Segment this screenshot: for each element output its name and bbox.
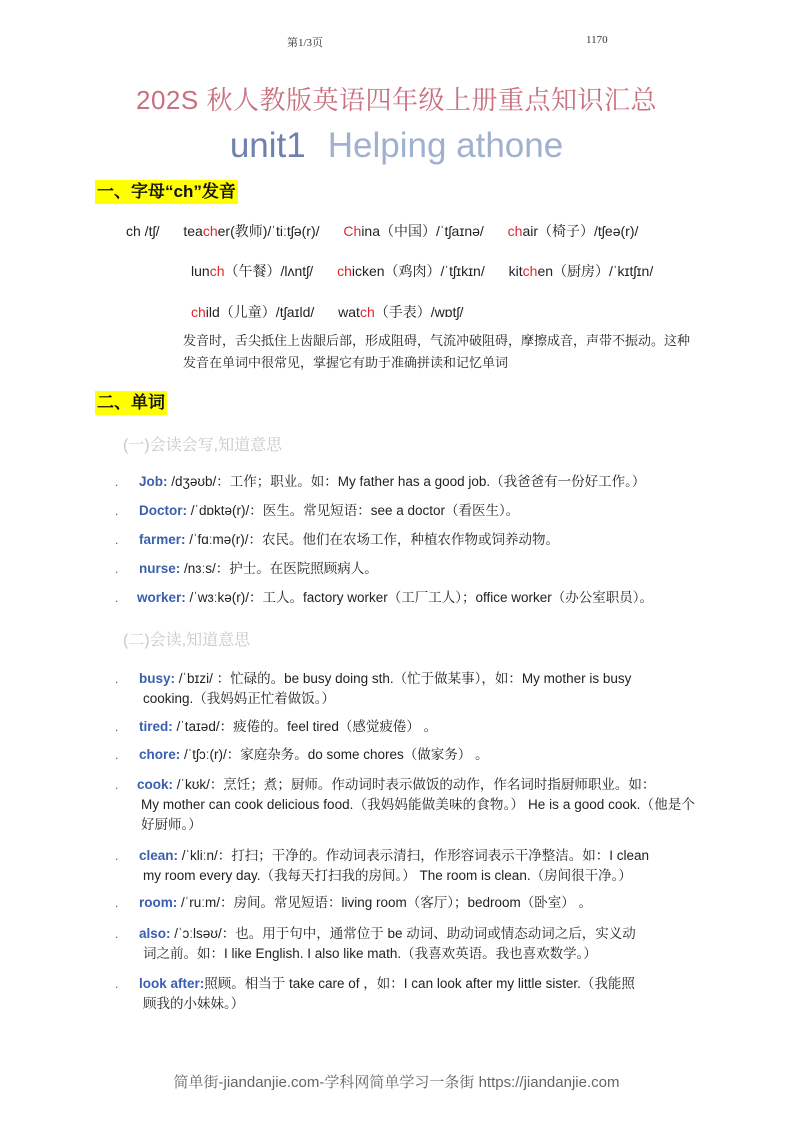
phonics-item: child（儿童）/tʃaɪld/ <box>191 304 315 320</box>
vocab-item-farmer: . farmer: /ˈfɑːmə(r)/：农民。他们在农场工作，种植农作物或饲养动物。 <box>115 532 560 547</box>
phonics-item: kitchen（厨房）/ˈkɪtʃɪn/ <box>508 263 654 279</box>
vocab-word: room: <box>139 895 178 910</box>
vocab-item-room: . room: /ˈruːm/：房间。常见短语：living room（客厅）；bedroom（卧室） 。 <box>115 895 593 910</box>
document-title: 202S 秋人教版英语四年级上册重点知识汇总 <box>136 85 657 115</box>
vocab-item-cook: . cook: /ˈkʊk/：烹饪；煮；厨师。作动词时表示做饭的动作，作名词时指厨师职业。如： My mother can cook delicious food.（我妈妈能做美味的食物。） He is a good cook.（他是个好厨师。） <box>115 777 695 832</box>
vocab-word: cook: <box>137 777 174 792</box>
phonics-row-3 <box>191 302 483 322</box>
unit-name: Helping athone <box>327 126 564 165</box>
phonics-item: teacher(教师)/ˈtiːtʃə(r)/ <box>183 223 320 239</box>
vocab-word: nurse: <box>139 561 181 576</box>
subsection-heading-read-write: (一)会读会写,知道意思 <box>123 437 283 454</box>
page-header <box>0 34 793 50</box>
vocab-item-nurse: . nurse: /nɜːs/：护士。在医院照顾病人。 <box>115 561 378 576</box>
phonics-item: lunch（午餐）/lʌntʃ/ <box>191 263 314 279</box>
vocab-item-clean: . clean: /ˈkliːn/：打扫；干净的。作动词表示清扫，作形容词表示干净整洁。如：I clean my room every day.（我每天打扫我的房间。） The room is clean.（房间很干净。） <box>115 848 650 883</box>
vocab-item-busy: . busy: /ˈbɪzi/ ：忙碌的。be busy doing sth.（忙于做某事），如：My mother is busy cooking.（我妈妈正忙着做饭。） <box>115 671 632 706</box>
phonics-item: ch /tʃ/ <box>126 223 160 239</box>
subsection-heading-read: (二)会读,知道意思 <box>123 632 251 649</box>
phonics-item: chair（椅子）/tʃeə(r)/ <box>507 223 639 239</box>
vocab-word: clean: <box>139 848 179 863</box>
unit-title <box>0 126 793 166</box>
vocab-word: Job: <box>139 474 168 489</box>
unit-number: unit1 <box>229 126 306 165</box>
vocab-word: worker: <box>137 590 186 605</box>
pronunciation-explanation: 发音时，舌尖抵住上齿龈后部，形成阻碍，气流冲破阻碍，摩擦成音，声带不振动。这种发音在单词中很常见，掌握它有助于准确拼读和记忆单词 <box>183 334 691 371</box>
vocab-word: chore: <box>139 747 181 762</box>
page-number: 第1/3页 <box>287 37 324 49</box>
vocab-word: also: <box>139 926 171 941</box>
document-id: 1170 <box>586 34 608 46</box>
vocab-item-chore: . chore: /ˈtʃɔː(r)/：家庭杂务。do some chores（做家务） 。 <box>115 747 489 762</box>
vocab-word: farmer: <box>139 532 186 547</box>
vocab-item-tired: . tired: /ˈtaɪəd/：疲倦的。feel tired（感觉疲倦） 。 <box>115 719 438 734</box>
vocab-word: tired: <box>139 719 173 734</box>
phonics-item: China（中国）/ˈtʃaɪnə/ <box>343 223 484 239</box>
vocab-word: Doctor: <box>139 503 187 518</box>
vocab-item-look-after: . look after:照顾。相当于 take care of ，如：I can look after my little sister.（我能照 顾我的小妹妹。） <box>115 976 635 1011</box>
section-heading-ch-pronunciation: 一、字母“ch”发音 <box>95 180 238 204</box>
footer-watermark: 简单街-jiandanjie.com-学科网简单学习一条街 https://jiandanjie.com <box>173 1074 620 1091</box>
vocab-item-job: . Job: /dʒəʊb/：工作；职业。如：My father has a good job.（我爸爸有一份好工作。） <box>115 474 646 489</box>
vocab-word: look after: <box>139 976 205 991</box>
vocab-word: busy: <box>139 671 176 686</box>
phonics-item: watch（手表）/wɒtʃ/ <box>338 304 464 320</box>
vocab-item-also: . also: /ˈɔːlsəʊ/：也。用于句中，通常位于 be 动词、助动词或情态动词之后，实义动 词之前。如：I like English. I also like math.（我喜欢英语。我也喜欢数学。） <box>115 926 636 961</box>
phonics-row-2 <box>191 261 673 281</box>
section-heading-vocabulary: 二、单词 <box>95 391 167 415</box>
vocab-item-doctor: . Doctor: /ˈdɒktə(r)/：医生。常见短语：see a doctor（看医生）。 <box>115 503 520 518</box>
phonics-item: chicken（鸡肉）/ˈtʃɪkɪn/ <box>337 263 485 279</box>
vocab-item-worker: . worker: /ˈwɜːkə(r)/：工人。factory worker（工厂工人）；office worker（办公室职员）。 <box>115 590 654 605</box>
phonics-row-1 <box>126 221 658 241</box>
